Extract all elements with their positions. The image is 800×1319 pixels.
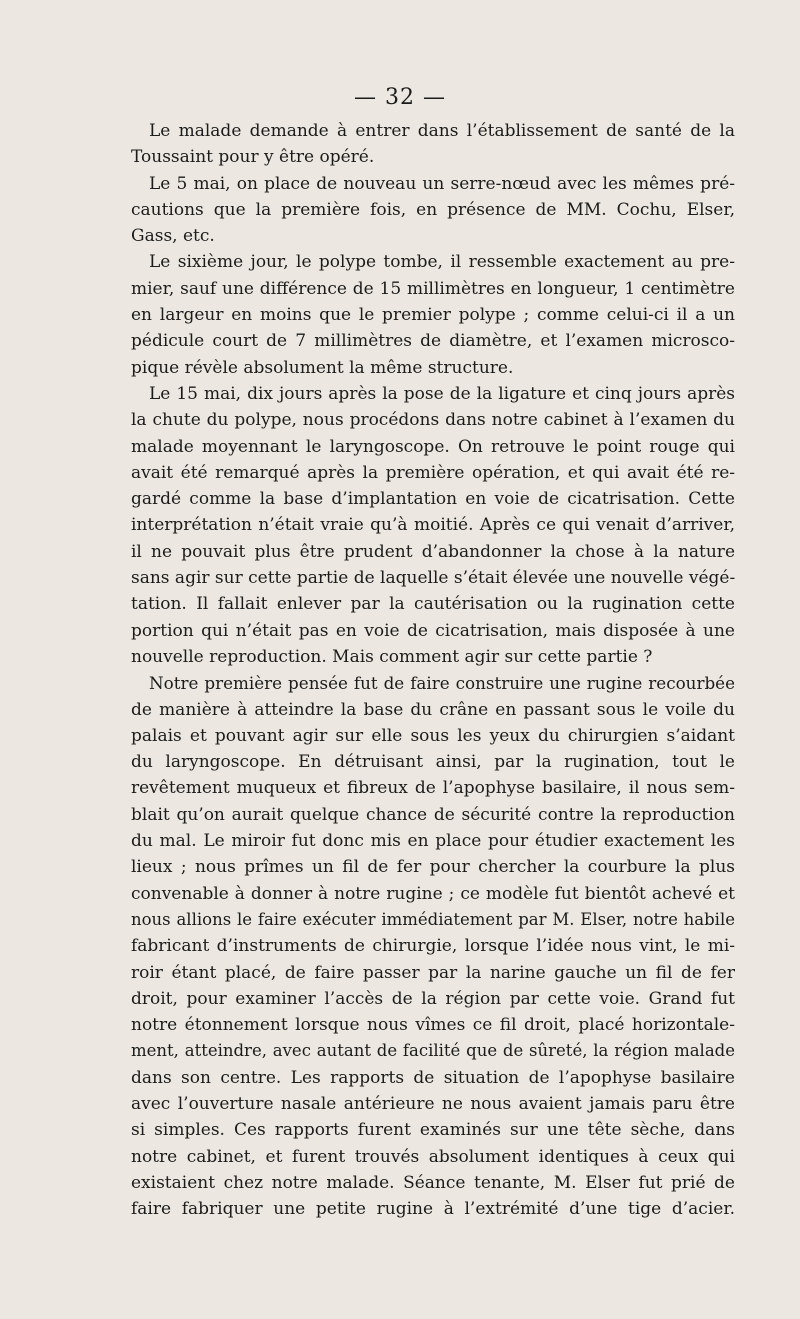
text-line: convenable à donner à notre rugine ; ce modèle fut bientôt achevé et [131,883,735,904]
text-line: mier, sauf une différence de 15 millimètres en longueur, 1 centimètre [131,278,735,299]
text-line: malade moyennant le laryngoscope. On retrouve le point rouge qui [131,436,735,457]
text-line: nous allions le faire exécuter immédiatement par M. Elser, notre habile [131,909,735,929]
text-line: interprétation n’était vraie qu’à moitié. Après ce qui venait d’arriver, [131,515,735,536]
text-line: avait été remarqué après la première opération, et qui avait été re- [131,462,735,483]
text-line: notre étonnement lorsque nous vîmes ce fil droit, placé horizontale- [131,1015,735,1036]
text-line: du laryngoscope. En détruisant ainsi, par la rugination, tout le [131,752,735,773]
text-line: il ne pouvait plus être prudent d’abandonner la chose à la nature [131,541,735,562]
text-line: portion qui n’était pas en voie de cicatrisation, mais disposée à une [131,620,735,641]
text-line: roir étant placé, de faire passer par la narine gauche un fil de fer [131,962,735,983]
text-line: fabricant d’instruments de chirurgie, lorsque l’idée nous vint, le mi- [131,936,735,957]
text-line: blait qu’on aurait quelque chance de sécurité contre la reproduction [131,804,735,825]
text-line: sans agir sur cette partie de laquelle s’était élevée une nouvelle végé- [131,568,736,589]
body-text [131,118,735,1222]
text-line: si simples. Ces rapports furent examinés sur une tête sèche, dans [131,1120,735,1141]
text-line: tation. Il fallait enlever par la cautérisation ou la rugination cette [131,594,735,615]
text-line: la chute du polype, nous procédons dans notre cabinet à l’examen du [131,410,735,431]
text-line: dans son centre. Les rapports de situation de l’apophyse basilaire [131,1067,735,1088]
text-line: nouvelle reproduction. Mais comment agir sur cette partie ? [131,646,653,667]
text-line: pique révèle absolument la même structure. [131,357,514,378]
text-line: de manière à atteindre la base du crâne en passant sous le voile du [131,699,735,720]
text-line: revêtement muqueux et fibreux de l’apophyse basilaire, il nous sem- [131,778,735,799]
text-line: pédicule court de 7 millimètres de diamètre, et l’examen microsco- [131,331,735,352]
text-line: Le 5 mai, on place de nouveau un serre-nœud avec les mêmes pré- [149,173,735,194]
text-line: Notre première pensée fut de faire construire une rugine recourbée [149,673,735,694]
text-line: Le sixième jour, le polype tombe, il ressemble exactement au pre- [149,252,735,273]
text-line: lieux ; nous prîmes un fil de fer pour chercher la courbure la plus [131,857,735,878]
text-line: Le malade demande à entrer dans l’établissement de santé de la [149,121,735,141]
text-line: ment, atteindre, avec autant de facilité que de sûreté, la région malade [131,1041,735,1061]
text-line: cautions que la première fois, en présence de MM. Cochu, Elser, [131,199,735,220]
text-line: droit, pour examiner l’accès de la région par cette voie. Grand fut [131,988,735,1009]
text-line: Le 15 mai, dix jours après la pose de la ligature et cinq jours après [149,383,735,404]
text-line: avec l’ouverture nasale antérieure ne nous avaient jamais paru être [131,1093,735,1114]
text-line: en largeur en moins que le premier polype ; comme celui-ci il a un [131,305,735,326]
page-number: — 32 — [354,85,446,110]
text-line: faire fabriquer une petite rugine à l’extrémité d’une tige d’acier. [131,1199,735,1220]
text-line: gardé comme la base d’implantation en voie de cicatrisation. Cette [131,489,735,510]
text-line: Toussaint pour y être opéré. [131,147,375,168]
text-line: du mal. Le miroir fut donc mis en place pour étudier exactement les [131,831,735,852]
text-line: Gass, etc. [131,226,215,247]
text-line: existaient chez notre malade. Séance tenante, M. Elser fut prié de [131,1172,735,1193]
text-line: palais et pouvant agir sur elle sous les yeux du chirurgien s’aidant [131,725,735,746]
text-line: notre cabinet, et furent trouvés absolument identiques à ceux qui [131,1146,735,1167]
